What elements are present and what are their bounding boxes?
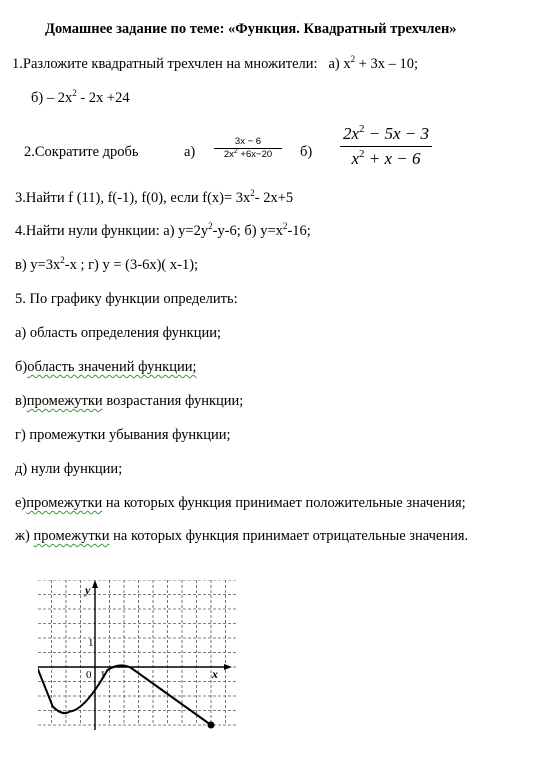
task1-a-rest: + 3x – 10;: [355, 56, 419, 72]
task1-line: [12, 55, 418, 73]
task3-line: 3.Найти f (11), f(-1), f(0), если $f(x)= 3x^2-$ 2x+5: [15, 188, 294, 206]
task4-line1: 4.Найти нули функции: а) $y=2y^2-y-6$; б) $y=x^2-16$;: [15, 221, 311, 239]
function-curve: [38, 595, 211, 726]
task2-a-denominator: $2x^2 +6x-20$: [223, 148, 273, 160]
x-axis-label: x: [212, 667, 218, 681]
task1-b-exp: 2: [72, 88, 77, 98]
task5-heading: 5. По графику функции определить:: [15, 291, 238, 307]
task1-b-prefix: б) – 2x: [31, 90, 73, 106]
unit-x-label: 1: [100, 669, 106, 681]
origin-label: 0: [86, 669, 92, 681]
task5-item-b: б)область значений функции;: [15, 359, 197, 375]
task2-text: 2.Сократите дробь: [24, 144, 139, 160]
task5-item-a: а) область определения функции;: [15, 325, 222, 341]
task5-item-v: в)промежутки возрастания функции;: [15, 393, 244, 409]
task1-b-rest: - 2x +24: [76, 90, 130, 106]
task5-item-g: г) промежутки убывания функции;: [15, 427, 231, 443]
task4-line2: в) $y=3x^2-x$ ; г) y = (3-6x)( x-1);: [15, 255, 199, 273]
task1-text: 1.Разложите квадратный трехчлен на множители:: [12, 56, 318, 72]
function-graph: [38, 580, 238, 730]
task2-a-fraction: [214, 136, 282, 161]
task3-exp: 2: [250, 188, 255, 198]
task2-b-denominator: $x^2 + x - 6$: [351, 148, 421, 168]
task2-b-numerator: $2x^2 - 5x - 3$: [342, 123, 430, 143]
task1-a-prefix: а) x: [328, 56, 351, 72]
task5-item-zh: ж) промежутки на которых функция принимает отрицательные значения.: [15, 528, 469, 544]
curve-end-point: [208, 722, 215, 729]
x-axis-arrow: [224, 664, 232, 670]
task2-b-label: б): [300, 144, 313, 160]
task1-b-line: [31, 89, 130, 107]
task5-item-e: е)промежутки на которых функция принимает положительные значения;: [15, 495, 466, 511]
page-title: Домашнее задание по теме: «Функция. Квадратный трехчлен»: [45, 21, 457, 37]
task2-b-fraction-bar: [340, 146, 432, 147]
y-axis-label: y: [85, 583, 91, 597]
graph-grid: [38, 580, 238, 725]
task2-a-label: а): [184, 144, 196, 160]
task5-item-d: д) нули функции;: [15, 461, 123, 477]
y-axis-arrow: [92, 580, 98, 588]
unit-y-label: 1: [88, 637, 94, 649]
task1-a-exp: 2: [350, 54, 356, 64]
task2-a-numerator: 3x − 6: [234, 136, 262, 147]
task2-b-fraction: [336, 124, 436, 169]
